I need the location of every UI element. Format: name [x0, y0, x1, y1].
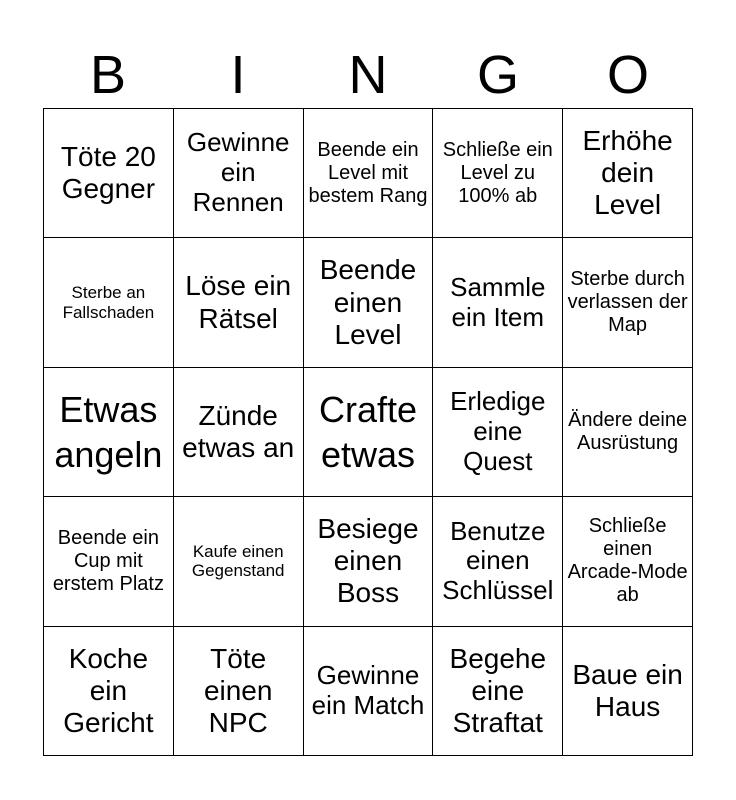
- bingo-cell[interactable]: Baue ein Haus: [563, 627, 693, 756]
- bingo-cell[interactable]: Beende ein Cup mit erstem Platz: [44, 497, 174, 626]
- bingo-cell[interactable]: Benutze einen Schlüssel: [433, 497, 563, 626]
- header-letter-g: G: [476, 45, 519, 105]
- bingo-cell[interactable]: Erhöhe dein Level: [563, 109, 693, 238]
- bingo-cell[interactable]: Erledige eine Quest: [433, 368, 563, 497]
- bingo-cell[interactable]: Koche ein Gericht: [44, 627, 174, 756]
- bingo-cell[interactable]: Etwas angeln: [44, 368, 174, 497]
- bingo-cell[interactable]: Sterbe an Fallschaden: [44, 238, 174, 367]
- bingo-cell[interactable]: Töte einen NPC: [174, 627, 304, 756]
- bingo-board: [43, 108, 693, 756]
- bingo-cell[interactable]: Beende einen Level: [304, 238, 434, 367]
- header-letter-n: N: [348, 45, 388, 105]
- header-letter-i: I: [230, 45, 246, 105]
- bingo-cell[interactable]: Besiege einen Boss: [304, 497, 434, 626]
- bingo-cell[interactable]: Sammle ein Item: [433, 238, 563, 367]
- bingo-cell[interactable]: Gewinne ein Rennen: [174, 109, 304, 238]
- bingo-cell[interactable]: Begehe eine Straftat: [433, 627, 563, 756]
- bingo-cell[interactable]: Zünde etwas an: [174, 368, 304, 497]
- bingo-cell[interactable]: Crafte etwas: [304, 368, 434, 497]
- bingo-cell[interactable]: Schließe einen Arcade-Mode ab: [563, 497, 693, 626]
- bingo-cell[interactable]: Gewinne ein Match: [304, 627, 434, 756]
- bingo-cell[interactable]: Löse ein Rätsel: [174, 238, 304, 367]
- bingo-cell[interactable]: Schließe ein Level zu 100% ab: [433, 109, 563, 238]
- bingo-cell[interactable]: Töte 20 Gegner: [44, 109, 174, 238]
- bingo-cell[interactable]: Sterbe durch verlassen der Map: [563, 238, 693, 367]
- bingo-header: [43, 40, 693, 110]
- header-letter-o: O: [606, 45, 649, 105]
- bingo-cell[interactable]: Ändere deine Ausrüstung: [563, 368, 693, 497]
- bingo-cell[interactable]: Kaufe einen Gegenstand: [174, 497, 304, 626]
- bingo-cell[interactable]: Beende ein Level mit bestem Rang: [304, 109, 434, 238]
- header-letter-b: B: [89, 45, 127, 105]
